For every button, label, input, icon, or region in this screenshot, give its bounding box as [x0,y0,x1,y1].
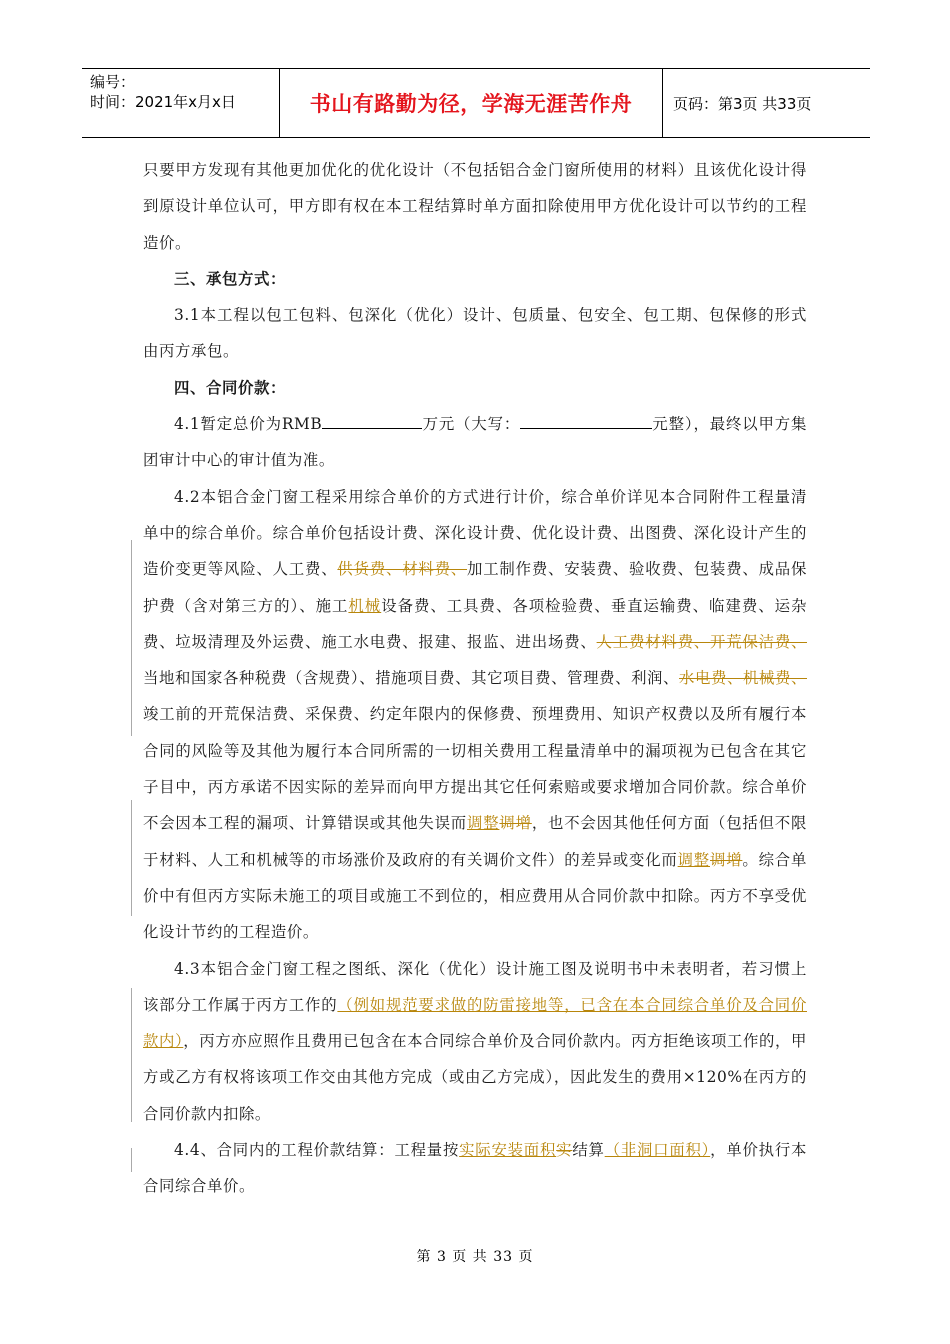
total-price-blank [322,414,422,429]
page-header [82,68,870,138]
paragraph-3-1: 3.1本工程以包工包料、包深化（优化）设计、包质量、包安全、包工期、包保修的形式由丙方承包。 [143,306,807,361]
inserted-text: 调整 [467,814,500,833]
document-body [143,152,807,1205]
text-run: 4.4、合同内的工程价款结算：工程量按 [174,1141,460,1160]
text-run: ，丙方亦应照作且费用已包含在本合同综合单价及合同价款内。丙方拒绝该项工作的，甲方或乙方有权将该项工作交由其他方完成（或由乙方完成），因此发生的费用×120%在丙方的合同价款内扣除。 [143,1032,807,1123]
revision-bar [131,988,132,1122]
clause-4-1-part-b: 万元（大写： [422,415,521,434]
deleted-text: 水电费、机械费、 [679,669,807,688]
text-run: 当地和国家各种税费（含规费）、措施项目费、其它项目费、管理费、利润、 [143,669,680,688]
text-run: 加工制作费、安装费、验收费、包装费、成品保护费（含对第三方的）、施工 [143,560,807,615]
text-run: 。综合单价中有但丙方实际未施工的项目或施工不到位的，相应费用从合同价款中扣除。丙方不享受优化设计节约的工程造价。 [143,850,807,942]
amount-in-words-blank [520,414,652,429]
deleted-text: 调增 [499,814,532,833]
header-page-label: 页码：第3页 共33页 [673,94,812,113]
header-meta [82,69,280,137]
text-run: 4.3本铝合金门窗工程之图纸、深化（优化）设计施工图及说明书中未表明者，若习惯上该部分工作属于丙方工作的 [143,959,807,1014]
text-run: ，也不会因其他任何方面（包括但不限于材料、人工和机械等的市场涨价及政府的有关调价文件）的差异或变化而 [143,814,807,869]
revision-bar [131,800,132,916]
deleted-text: 实 [556,1141,573,1160]
clause-4-1-part-c: 元整），最终以甲方集团审计中心的审计值为准。 [143,415,808,470]
text-run: 竣工前的开荒保洁费、采保费、约定年限内的保修费、预埋费用、知识产权费以及所有履行本合同的风险等及其他为履行本合同所需的一切相关费用工程量清单中的漏项视为已包含在其它子目中，丙方承诺不因实际的差异而向甲方提出其它任何索赔或要求增加合同价款。综合单价不会因本工程的漏项、计算错误或其他失误而 [143,705,807,833]
text-run: 设备费、工具费、各项检验费、垂直运输费、临建费、运杂费、垃圾清理及外运费、施工水电费、报建、报监、进出场费、 [143,596,807,651]
section-heading-3: 三、承包方式： [174,269,286,288]
paragraph-4-3 [143,951,807,1132]
deleted-text: 人工费材料费、开荒保洁费、 [596,632,807,651]
revision-bar [131,540,132,736]
header-motto: 书山有路勤为径，学海无涯苦作舟 [280,69,663,137]
clause-4-1-part-a: 4.1暂定总价为RMB [174,415,323,434]
paragraph-4-1 [143,406,807,479]
inserted-text: 调整 [677,850,710,869]
text-run: 结算 [572,1141,605,1160]
deleted-text: 供货费、材料费、 [337,560,468,579]
text-run: ，单价执行本合同综合单价。 [143,1141,807,1196]
deleted-text: 调增 [710,850,743,869]
section-heading-4: 四、合同价款： [174,378,286,397]
inserted-text: 机械 [348,596,382,615]
time-label: 时间：2021年x月x日 [90,93,236,111]
code-label: 编号： [90,73,136,91]
revision-bar [131,1148,132,1172]
text-run: 4.2本铝合金门窗工程采用综合单价的方式进行计价，综合单价详见本合同附件工程量清单中的综合单价。综合单价包括设计费、深化设计费、优化设计费、出图费、深化设计产生的造价变更等风险、人工费、 [143,487,807,579]
paragraph-4-2 [143,479,807,951]
inserted-text: （例如规范要求做的防雷接地等，已含在本合同综合单价及合同价款内） [143,995,807,1051]
inserted-text: （非洞口面积） [604,1141,711,1160]
inserted-text: 实际安装面积 [459,1141,557,1160]
page-footer: 第 3 页 共 33 页 [416,1249,534,1265]
paragraph-optimization: 只要甲方发现有其他更加优化的优化设计（不包括铝合金门窗所使用的材料）且该优化设计得到原设计单位认可，甲方即有权在本工程结算时单方面扣除使用甲方优化设计可以节约的工程造价。 [143,161,807,252]
paragraph-4-4 [143,1132,807,1205]
